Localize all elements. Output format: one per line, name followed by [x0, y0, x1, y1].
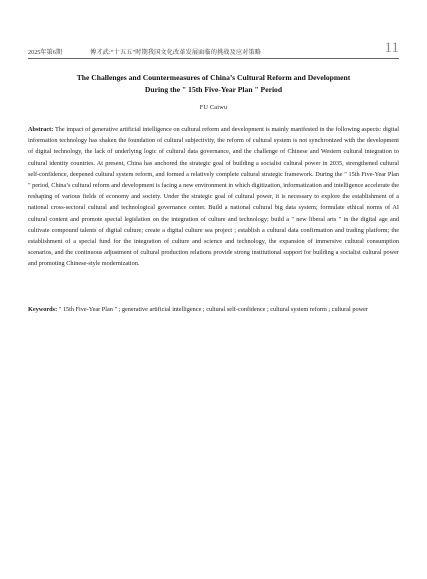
abstract-text: The impact of generative artificial intelligence on cultural reform and development is mainly manifested in the following aspects: digital information technology has shaken the foundation of cultural subjectivity, the reform of cultural system is not synchronized with the development of digital technology, the lack of underlying logic of cultural data governance, and the challenge of Chinese and Western cultural integration to cultural identity countries. At present, China has anchored the strategic goal of building a socialist cultural power in 2035, strengthened cultural self-confidence, deepened cultural system reform, and formed a relatively complete cultural strategic framework. During the " 15th Five-Year Plan " period, China’s cultural reform and development is facing a new environment in which digitization, informatization and intelligence accelerate the reshaping of various fields of economy and society. Under the strategic goal of cultural power, it is necessary to explore the establishment of a national cross-sectoral cultural and technological governance center. Build a national cultural big data system; formulate ethical norms of AI cultural content and promote special legislation on the integration of culture and technology; build a " new liberal arts " in the digital age and cultivate compound talents of digital culture; create a digital culture sea project ; establish a cultural data confirmation and trading platform; the establishment of a special fund for the integration of culture and science and technology, the expansion of immersive cultural consumption scenarios, and the continuous adjustment of cultural production relations provide strong institutional support for building a socialist cultural power and promoting Chinese-style modernization. [28, 126, 399, 268]
title-line-2: During the " 15th Five-Year Plan " Period [144, 84, 283, 94]
keywords-label: Keywords: [28, 306, 58, 313]
keywords-text: " 15th Five-Year Plan " ; generative artificial intelligence ; cultural self-confidence ; cultural system reform ; cultural power [58, 306, 368, 313]
abstract-label: Abstract: [28, 126, 54, 133]
abstract [28, 124, 399, 270]
title-line-1: The Challenges and Countermeasures of China’s Cultural Reform and Development [76, 73, 351, 82]
page-number: 11 [384, 40, 399, 56]
keywords [28, 304, 399, 315]
running-header [28, 40, 399, 59]
running-title: 傅才武:“十五五”时期我国文化改革发展面临的挑战及应对策略 [90, 49, 262, 56]
author-name: FU Caiwu [199, 104, 228, 111]
issue-label: 2025年第6期 [28, 49, 63, 56]
article-title [28, 72, 399, 95]
